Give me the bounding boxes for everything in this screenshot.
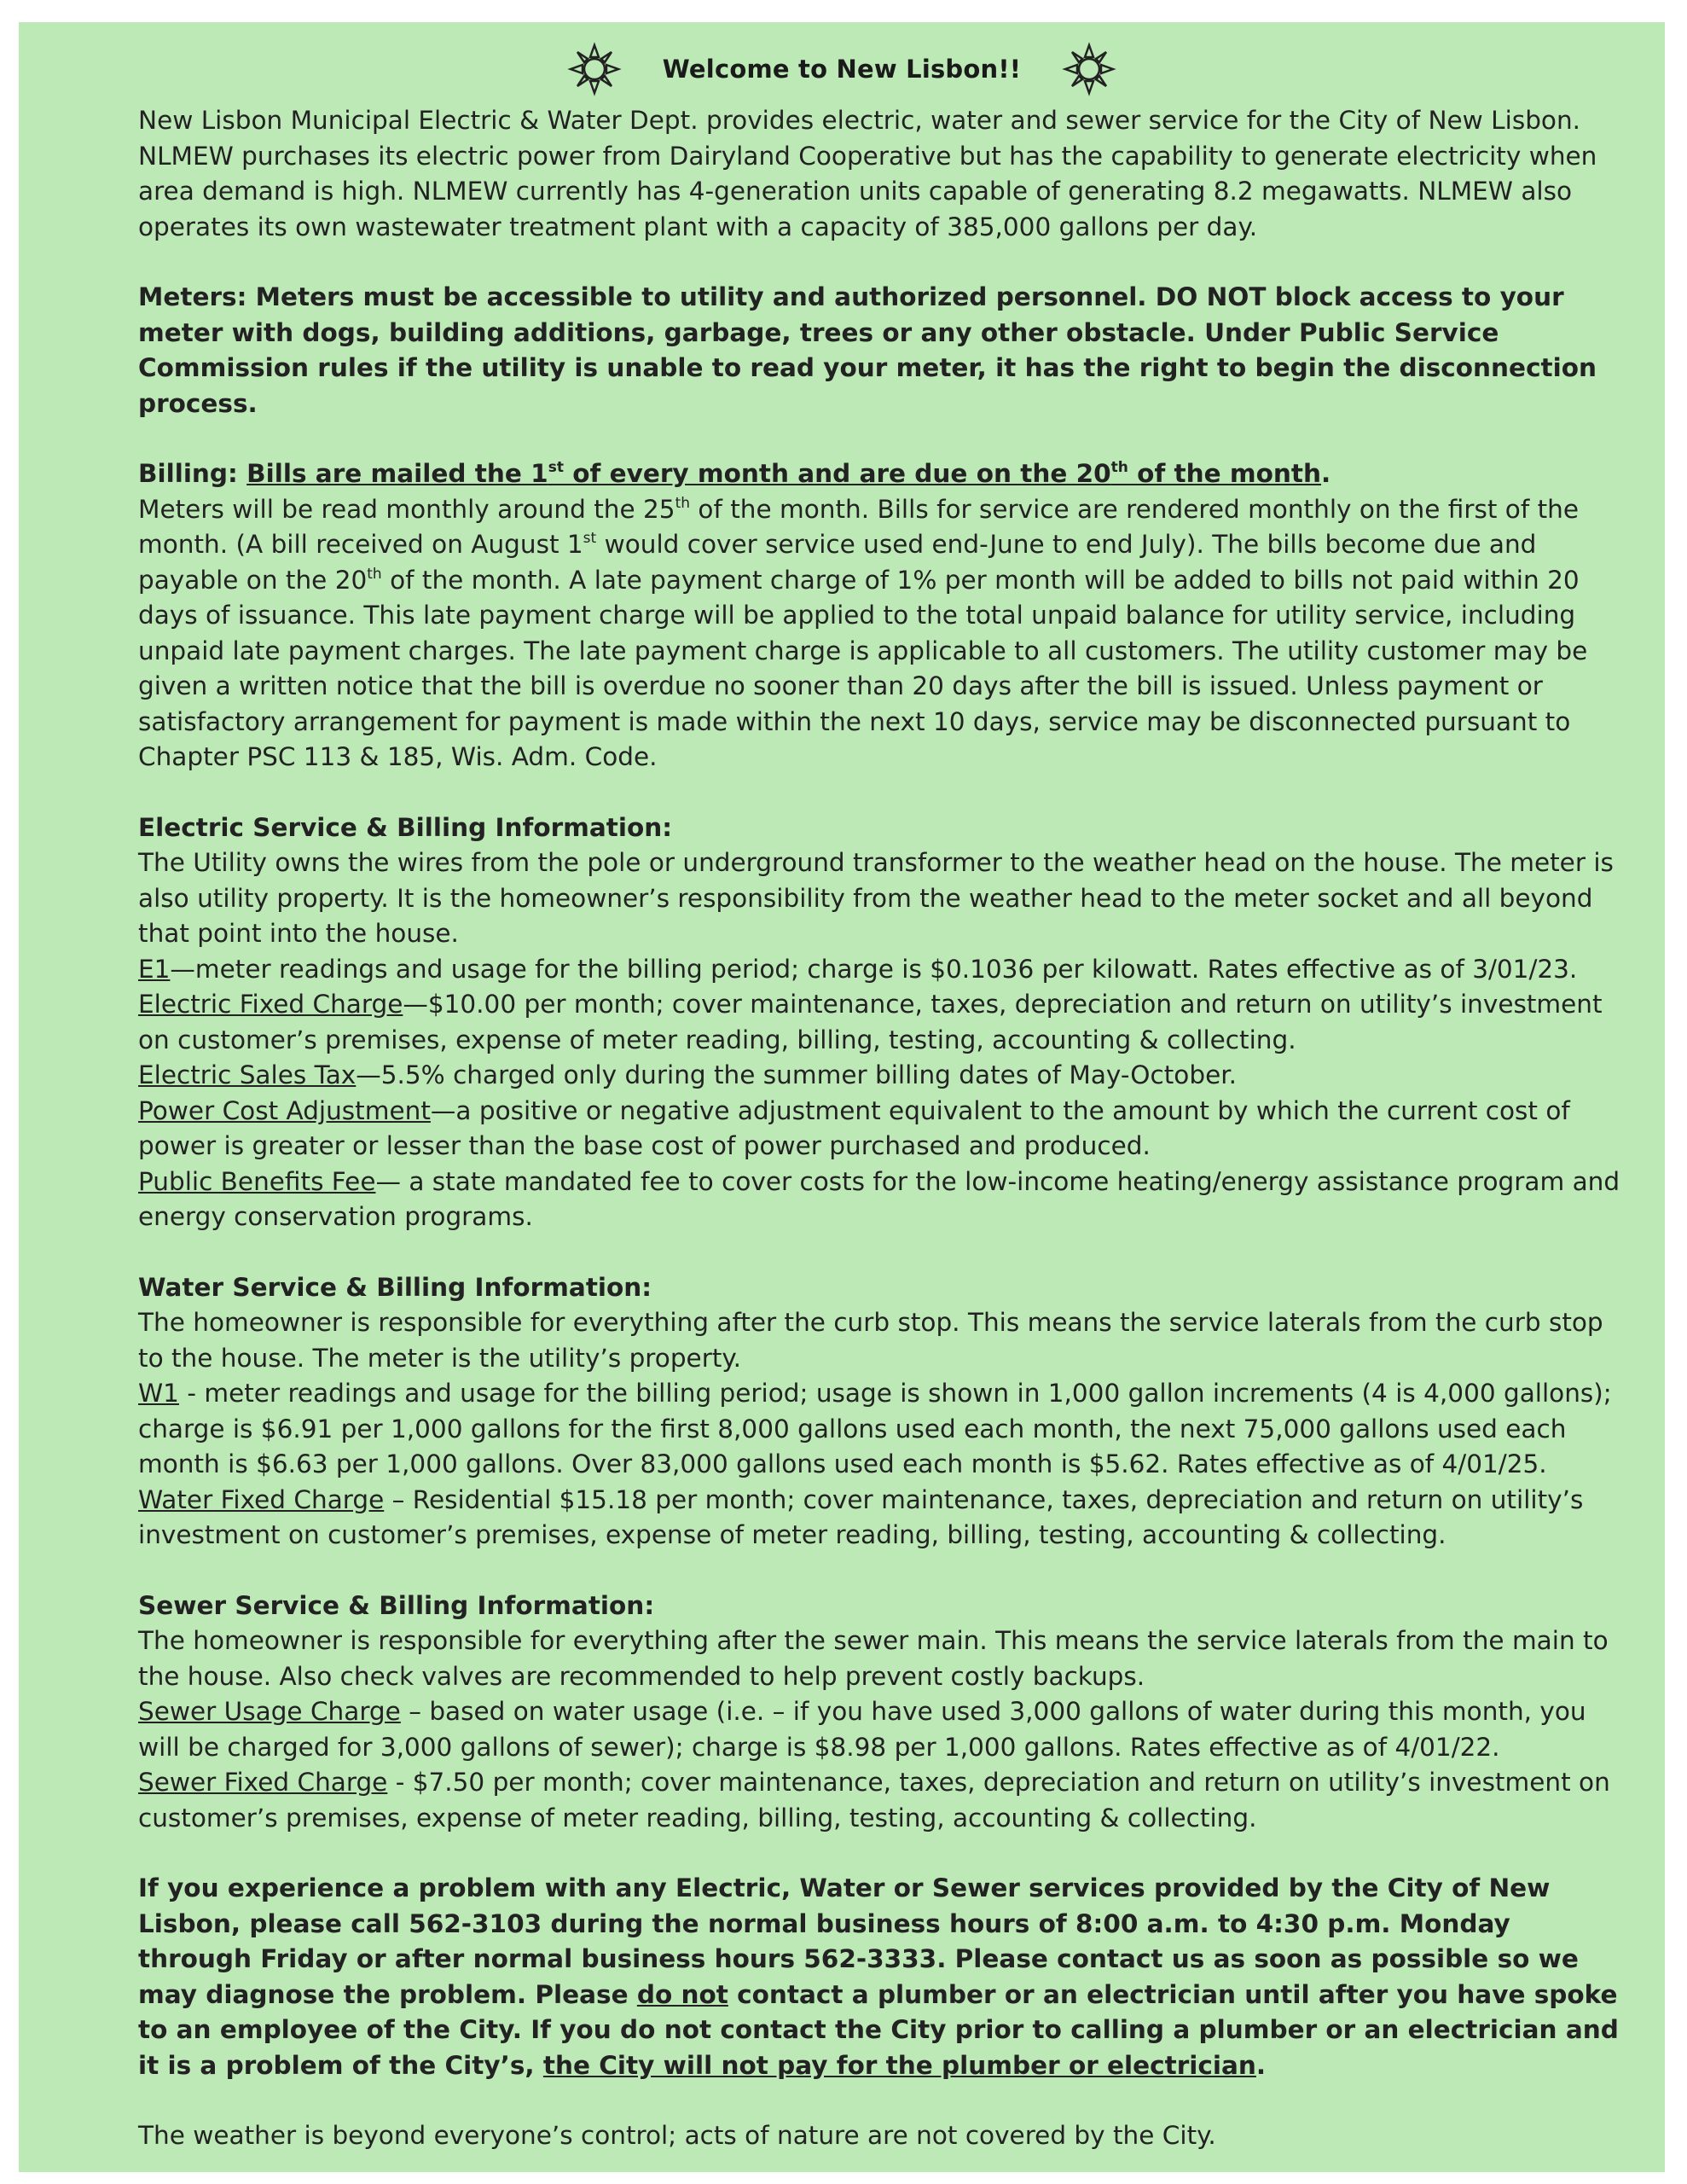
water-heading: Water Service & Billing Information: [138, 1272, 652, 1302]
sewer-intro: The homeowner is responsible for everything after the sewer main. This means the service laterals from the main to the house. Also check valves are recommended to help prevent costly backups. [138, 1626, 1609, 1691]
electric-heading: Electric Service & Billing Information: [138, 812, 673, 842]
water-item: Water Fixed Charge – Residential $15.18 per month; cover maintenance, taxes, depreciation and return on utility’s investment on customer’s premises, expense of meter reading, billing, testing, accounting & collecting. [138, 1484, 1584, 1549]
contact-notice: If you experience a problem with any Electric, Water or Sewer services provided by the City of New Lisbon, please call 562-3103 during the normal business hours of 8:00 a.m. to 4:30 p.m. Monday through Friday or after normal business hours 562-3333. Please contact us as soon as possible so we may diagnose the problem. Please do not contact a plumber or an electrician until after you have spoke to an employee of the City. If you do not contact the City prior to calling a plumber or an electrician and it is a problem of the City’s, the City will not pay for the plumber or electrician. [138, 1873, 1619, 2080]
sun-icon [1062, 42, 1116, 96]
sun-icon [567, 42, 622, 96]
electric-item: Power Cost Adjustment—a positive or negative adjustment equivalent to the amount by which the current cost of power is greater or lesser than the base cost of power purchased and produced. [138, 1095, 1570, 1160]
sewer-item: Sewer Usage Charge – based on water usage (i.e. – if you have used 3,000 gallons of water during this month, you will be charged for 3,000 gallons of sewer); charge is $8.98 per 1,000 gallons. Rates effective as of 4/01/22. [138, 1697, 1586, 1762]
meters-label: Meters: [138, 282, 247, 311]
water-intro: The homeowner is responsible for everything after the curb stop. This means the service laterals from the curb stop to the house. The meter is the utility’s property. [138, 1308, 1603, 1373]
billing-paragraph: Meters will be read monthly around the 25th of the month. Bills for service are rendered monthly on the first of the month. (A bill received on August 1st would cover service used end-June to end July). The bills become due and payable on the 20th of the month. A late payment charge of 1% per month will be added to bills not paid within 20 days of issuance. This late payment charge will be applied to the total unpaid balance for utility service, including unpaid late payment charges. The late payment charge is applicable to all customers. The utility customer may be given a written notice that the bill is overdue no sooner than 20 days after the bill is issued. Unless payment or satisfactory arrangement for payment is made within the next 10 days, service may be disconnected pursuant to Chapter PSC 113 & 185, Wis. Adm. Code. [138, 494, 1588, 771]
closing-note: The weather is beyond everyone’s control; acts of nature are not covered by the City. [138, 2121, 1216, 2150]
water-item: W1 - meter readings and usage for the billing period; usage is shown in 1,000 gallon increments (4 is 4,000 gallons); charge is $6.91 per 1,000 gallons for the first 8,000 gallons used each month, the next 75,000 gallons used each month is $6.63 per 1,000 gallons. Over 83,000 gallons used each month is $5.62. Rates effective as of 4/01/25. [138, 1379, 1612, 1478]
billing-headline: Billing: Bills are mailed the 1st of every month and are due on the 20th of the month. [138, 459, 1331, 488]
meters-text: Meters must be accessible to utility and authorized personnel. DO NOT block access to your meter with dogs, building additions, garbage, trees or any other obstacle. Under Public Service Commission rules if the utility is unable to read your meter, it has the right to begin the disconnection process. [138, 282, 1597, 418]
meters-section [138, 280, 1626, 421]
header [19, 31, 1665, 107]
electric-item: Public Benefits Fee— a state mandated fee to cover costs for the low-income heating/energy assistance program and energy conservation programs. [138, 1166, 1620, 1231]
electric-item: Electric Fixed Charge—$10.00 per month; cover maintenance, taxes, depreciation and return on utility’s investment on customer’s premises, expense of meter reading, billing, testing, accounting & collecting. [138, 990, 1603, 1054]
sewer-heading: Sewer Service & Billing Information: [138, 1590, 655, 1620]
notice-body [138, 103, 1626, 2154]
billing-due-dates: Bills are mailed the 1st of every month and are due on the 20th of the month [246, 459, 1322, 488]
intro-paragraph: New Lisbon Municipal Electric & Water Dept. provides electric, water and sewer service for the City of New Lisbon. NLMEW purchases its electric power from Dairyland Cooperative but has the capability to generate electricity when area demand is high. NLMEW currently has 4-generation units capable of generating 8.2 megawatts. NLMEW also operates its own wastewater treatment plant with a capacity of 385,000 gallons per day. [138, 106, 1597, 241]
billing-label: Billing: [138, 459, 238, 488]
electric-item: Electric Sales Tax—5.5% charged only during the summer billing dates of May-October. [138, 1060, 1238, 1089]
electric-item: E1—meter readings and usage for the billing period; charge is $0.1036 per kilowatt. Rates effective as of 3/01/23. [138, 954, 1578, 984]
sewer-item: Sewer Fixed Charge - $7.50 per month; cover maintenance, taxes, depreciation and return on utility’s investment on customer’s premises, expense of meter reading, billing, testing, accounting & collecting. [138, 1768, 1610, 1833]
electric-intro: The Utility owns the wires from the pole or underground transformer to the weather head on the house. The meter is also utility property. It is the homeowner’s responsibility from the weather head to the meter socket and all beyond that point into the house. [138, 848, 1614, 948]
page-title: Welcome to New Lisbon!! [662, 55, 1022, 84]
notice-sheet [19, 22, 1665, 2172]
